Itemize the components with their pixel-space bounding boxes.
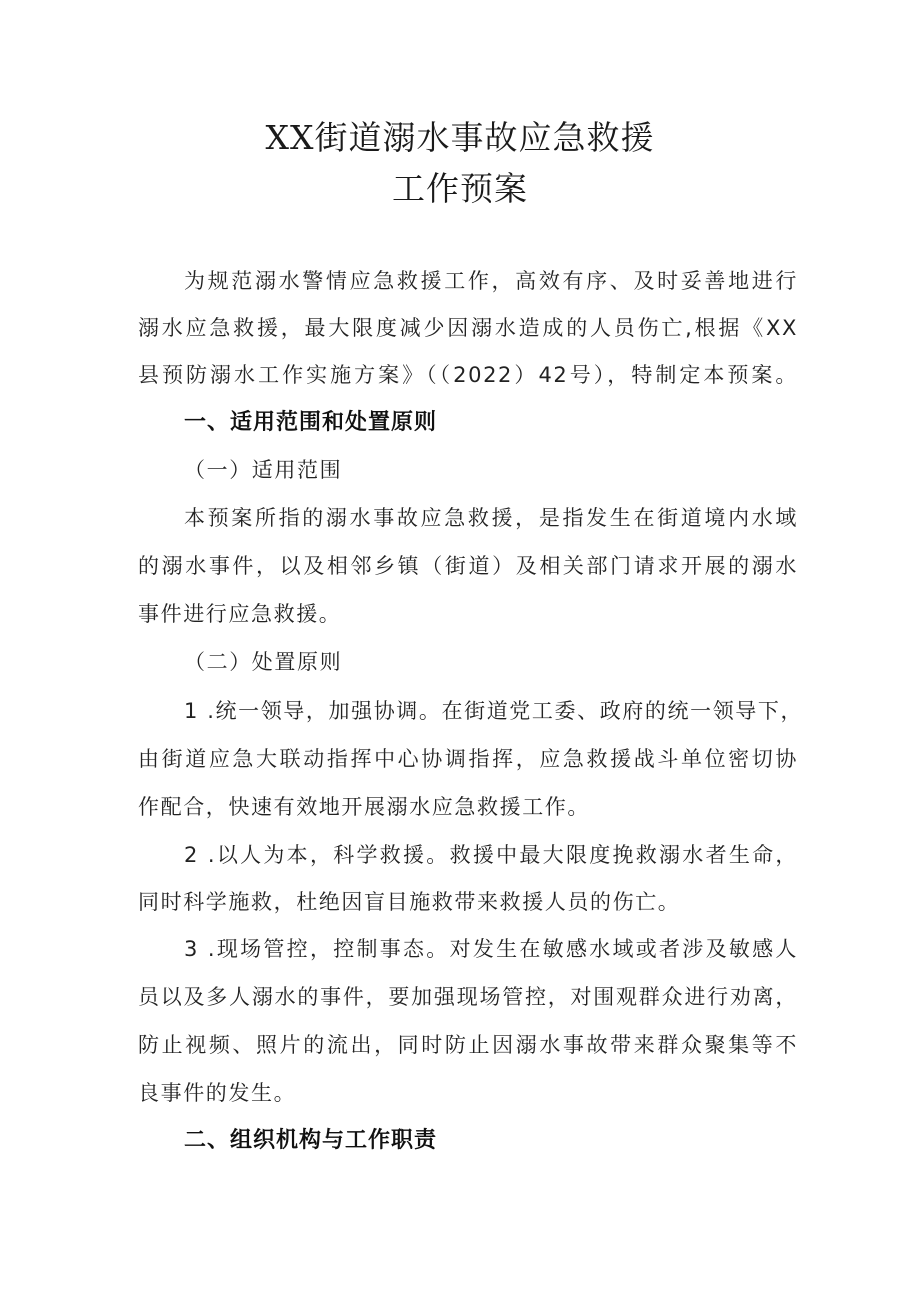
sub1-body-line-3: 事件进行应急救援。	[138, 602, 342, 626]
intro-line-2: 溺水应急救援，最大限度减少因溺水造成的人员伤亡,根据《XX	[138, 316, 798, 340]
document-title-line2: 工作预案	[392, 169, 528, 208]
document-title-line1: XX街道溺水事故应急救援	[265, 118, 655, 157]
principle1-line-1: 1 .统一领导，加强协调。在街道党工委、政府的统一领导下，	[184, 699, 804, 723]
principle3-line-4: 良事件的发生。	[138, 1081, 297, 1105]
section1-heading: 一、适用范围和处置原则	[184, 410, 438, 435]
sub1-body-line-2: 的溺水事件，以及相邻乡镇（街道）及相关部门请求开展的溺水	[138, 554, 798, 578]
principle3-line-3: 防止视频、照片的流出，同时防止因溺水事故带来群众聚集等不	[138, 1033, 798, 1057]
principle3-line-1: 3 .现场管控，控制事态。对发生在敏感水域或者涉及敏感人	[184, 937, 798, 961]
section2-heading: 二、组织机构与工作职责	[184, 1128, 438, 1153]
intro-line-1: 为规范溺水警情应急救援工作，高效有序、及时妥善地进行	[184, 269, 798, 293]
principle2-line-1: 2 .以人为本，科学救援。救援中最大限度挽救溺水者生命，	[184, 843, 798, 867]
principle1-line-2: 由街道应急大联动指挥中心协调指挥，应急救援战斗单位密切协	[138, 747, 798, 771]
principle3-line-2: 员以及多人溺水的事件，要加强现场管控，对围观群众进行劝离，	[138, 985, 798, 1009]
intro-line-3: 县预防溺水工作实施方案》（（2022）42号），特制定本预案。	[138, 363, 798, 387]
sub2-heading: （二）处置原则	[184, 650, 343, 674]
sub1-body-line-1: 本预案所指的溺水事故应急救援，是指发生在街道境内水域	[184, 506, 798, 530]
principle2-line-2: 同时科学施救，杜绝因盲目施救带来救援人员的伤亡。	[138, 890, 681, 914]
sub1-heading: （一）适用范围	[184, 458, 343, 482]
principle1-line-3: 作配合，快速有效地开展溺水应急救援工作。	[138, 795, 590, 819]
